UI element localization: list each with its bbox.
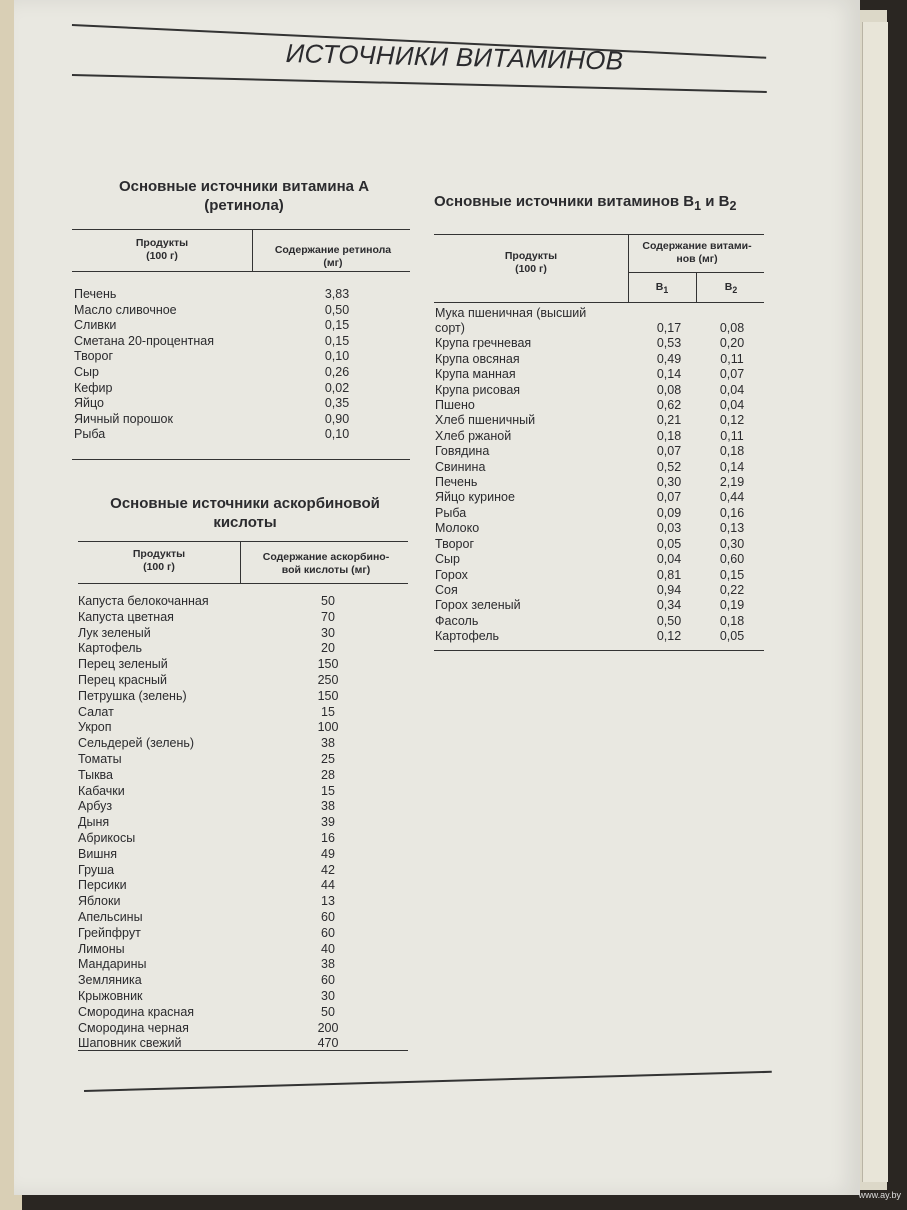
vitamin-b-col-value: Содержание витами- нов (мг) <box>642 240 752 265</box>
b1-value: 0,03 <box>656 521 682 536</box>
product-name: Смородина черная <box>78 1020 189 1035</box>
table-row <box>78 847 398 863</box>
b2-value: 0,12 <box>719 413 745 428</box>
table-row <box>435 552 765 567</box>
vitamin-b-col-product: Продукты (100 г) <box>504 250 558 275</box>
vitamin-c-header-top <box>78 541 408 542</box>
table-row <box>74 381 410 397</box>
b2-value: 0,13 <box>719 521 745 536</box>
table-row <box>435 336 765 351</box>
product-name: Дыня <box>78 815 110 830</box>
vitamin-a-bottom-rule <box>72 459 410 460</box>
b1-value: 0,04 <box>656 552 682 567</box>
product-name: Перец зеленый <box>78 657 168 672</box>
table-row <box>74 412 410 428</box>
product-name: Лимоны <box>78 941 125 956</box>
ascorbic-value: 15 <box>321 783 335 798</box>
ascorbic-value: 30 <box>321 625 335 640</box>
retinol-value: 3,83 <box>324 287 350 301</box>
vitamin-b-header-top <box>434 234 764 235</box>
table-row <box>435 568 765 583</box>
product-name: Крупа манная <box>435 367 516 382</box>
product-name: Капуста цветная <box>78 609 174 624</box>
table-row <box>435 444 765 459</box>
vitamin-b-subheader-divider <box>696 272 697 302</box>
b1-value: 0,07 <box>656 444 682 459</box>
vitamin-b-header-bottom <box>434 302 764 303</box>
product-name: Яблоки <box>78 894 121 909</box>
b2-value: 0,30 <box>719 536 745 551</box>
ascorbic-value: 470 <box>317 1036 339 1051</box>
product-name: Арбуз <box>78 799 113 814</box>
table-row <box>78 657 398 673</box>
b2-value: 2,19 <box>719 475 745 490</box>
product-name: Мандарины <box>78 957 147 972</box>
b2-value: 0,60 <box>719 552 745 567</box>
b1-value: 0,53 <box>656 336 682 351</box>
table-row <box>78 626 398 642</box>
ascorbic-value: 38 <box>321 957 335 972</box>
table-row <box>78 689 398 705</box>
product-name: Сельдерей (зелень) <box>78 736 195 751</box>
b1-value: 0,18 <box>656 428 682 443</box>
table-row <box>74 396 410 412</box>
vitamin-a-header-top <box>72 229 410 230</box>
retinol-value: 0,26 <box>324 364 350 379</box>
retinol-value: 0,50 <box>324 302 350 317</box>
product-name: Печень <box>74 287 117 301</box>
page-stack-inner <box>862 22 888 1182</box>
table-row <box>435 460 765 475</box>
b2-value: 0,20 <box>719 336 745 351</box>
table-row <box>78 720 398 736</box>
table-row <box>78 594 398 610</box>
vitamin-c-col-product: Продукты (100 г) <box>132 548 186 573</box>
table-row <box>78 910 398 926</box>
ascorbic-value: 250 <box>317 672 339 687</box>
b1-value: 0,30 <box>656 475 682 490</box>
table-row <box>78 799 398 815</box>
product-name: Сыр <box>74 364 99 379</box>
vitamin-b-col-b2: $В_2$ <box>724 281 738 296</box>
ascorbic-value: 39 <box>321 815 335 830</box>
table-row <box>78 878 398 894</box>
ascorbic-value: 13 <box>321 894 335 909</box>
product-name: Шаповник свежий <box>78 1036 182 1051</box>
footer-rule <box>84 1071 772 1092</box>
b1-value: 0,94 <box>656 582 682 597</box>
ascorbic-value: 200 <box>317 1020 339 1035</box>
vitamin-b-first-line: Мука пшеничная (высший <box>435 306 587 320</box>
product-name: сорт) <box>435 321 465 335</box>
product-name: Яйцо <box>74 396 104 411</box>
product-name: Абрикосы <box>78 830 136 845</box>
table-row <box>78 863 398 879</box>
product-name: Грейпфрут <box>78 925 141 940</box>
ascorbic-value: 42 <box>321 862 335 877</box>
b2-value: 0,04 <box>719 382 745 397</box>
retinol-value: 0,15 <box>324 318 350 333</box>
ascorbic-value: 60 <box>321 925 335 940</box>
vitamin-a-header-divider <box>252 229 253 271</box>
product-name: Лук зеленый <box>78 625 151 640</box>
b1-value: 0,21 <box>656 413 682 428</box>
product-name: Сметана 20-процентная <box>74 333 214 348</box>
product-name: Апельсины <box>78 909 143 924</box>
table-row <box>435 506 765 521</box>
b1-value: 0,50 <box>656 613 682 628</box>
product-name: Соя <box>435 582 458 597</box>
ascorbic-value: 15 <box>321 704 335 719</box>
vitamin-a-header-bottom <box>72 271 410 272</box>
b1-value: 0,81 <box>656 567 682 582</box>
book-page <box>14 0 860 1195</box>
product-name: Крупа овсяная <box>435 351 520 366</box>
b1-value: 0,12 <box>656 629 682 644</box>
table-row <box>435 383 765 398</box>
vitamin-b-rows <box>435 321 765 645</box>
ascorbic-value: 49 <box>321 846 335 861</box>
b2-value: 0,04 <box>719 398 745 413</box>
vitamin-c-header-bottom <box>78 583 408 584</box>
retinol-value: 0,90 <box>324 411 350 426</box>
vitamin-c-rows <box>78 594 398 1052</box>
product-name: Масло сливочное <box>74 302 177 317</box>
product-name: Творог <box>435 536 475 551</box>
ascorbic-value: 60 <box>321 909 335 924</box>
table-row <box>435 629 765 644</box>
header-bottom-rule <box>72 74 767 93</box>
product-name: Крупа рисовая <box>435 382 521 397</box>
ascorbic-value: 40 <box>321 941 335 956</box>
table-row <box>78 989 398 1005</box>
product-name: Творог <box>74 349 114 364</box>
watermark: www.ay.by <box>858 1190 901 1200</box>
product-name: Вишня <box>78 846 118 861</box>
product-name: Картофель <box>435 629 500 644</box>
b2-value: 0,15 <box>719 567 745 582</box>
product-name: Хлеб пшеничный <box>435 413 536 428</box>
table-row <box>435 614 765 629</box>
b2-value: 0,11 <box>720 351 744 366</box>
ascorbic-value: 70 <box>321 609 335 624</box>
vitamin-a-rows <box>74 287 410 443</box>
retinol-value: 0,35 <box>324 396 350 411</box>
b1-value: 0,07 <box>656 490 682 505</box>
table-row <box>78 894 398 910</box>
product-name: Кефир <box>74 380 113 395</box>
product-name: Печень <box>435 475 478 490</box>
table-row <box>78 673 398 689</box>
ascorbic-value: 100 <box>317 720 339 735</box>
table-row <box>74 427 410 443</box>
page-title: ИСТОЧНИКИ ВИТАМИНОВ <box>285 38 624 76</box>
ascorbic-value: 50 <box>321 594 335 608</box>
vitamin-a-title: Основные источники витамина А (ретинола) <box>118 178 370 214</box>
product-name: Персики <box>78 878 127 893</box>
vitamin-a-col-product: Продукты (100 г) <box>135 237 189 262</box>
product-name: Крупа гречневая <box>435 336 532 351</box>
b2-value: 0,08 <box>719 321 745 335</box>
table-row <box>435 583 765 598</box>
b2-value: 0,44 <box>719 490 745 505</box>
product-name: Перец красный <box>78 672 167 687</box>
table-row <box>74 303 410 319</box>
ascorbic-value: 44 <box>321 878 335 893</box>
table-row <box>78 1005 398 1021</box>
retinol-value: 0,15 <box>324 333 350 348</box>
retinol-value: 0,10 <box>324 349 350 364</box>
product-name: Горох <box>435 567 468 582</box>
ascorbic-value: 20 <box>321 641 335 656</box>
table-row <box>78 942 398 958</box>
product-name: Рыба <box>435 505 467 520</box>
ascorbic-value: 30 <box>321 988 335 1003</box>
table-row <box>435 537 765 552</box>
table-row <box>435 352 765 367</box>
ascorbic-value: 28 <box>321 767 335 782</box>
vitamin-b-bottom-rule <box>434 650 764 651</box>
product-name: Груша <box>78 862 115 877</box>
table-row <box>435 429 765 444</box>
product-name: Фасоль <box>435 613 479 628</box>
ascorbic-value: 25 <box>321 751 335 766</box>
table-row <box>78 957 398 973</box>
table-row <box>78 610 398 626</box>
product-name: Укроп <box>78 720 112 735</box>
product-name: Картофель <box>78 641 143 656</box>
product-name: Салат <box>78 704 114 719</box>
table-row <box>435 521 765 536</box>
table-row <box>74 334 410 350</box>
b2-value: 0,14 <box>719 459 745 474</box>
product-name: Томаты <box>78 751 122 766</box>
table-row <box>74 365 410 381</box>
product-name: Свинина <box>435 459 486 474</box>
vitamin-b-title: Основные источники витаминов $В_1$ и $В_2$ <box>434 193 737 213</box>
b1-value: 0,62 <box>656 398 682 413</box>
product-name: Яйцо куриное <box>435 490 515 505</box>
table-row <box>74 287 410 303</box>
product-name: Молоко <box>435 521 480 536</box>
retinol-value: 0,02 <box>324 380 350 395</box>
product-name: Тыква <box>78 767 113 782</box>
product-name: Крыжовник <box>78 988 143 1003</box>
product-name: Хлеб ржаной <box>435 428 512 443</box>
ascorbic-value: 50 <box>321 1004 335 1019</box>
b2-value: 0,05 <box>719 629 745 644</box>
product-name: Петрушка (зелень) <box>78 688 187 703</box>
product-name: Сыр <box>435 552 460 567</box>
b1-value: 0,49 <box>656 351 682 366</box>
ascorbic-value: 60 <box>321 973 335 988</box>
b2-value: 0,16 <box>719 505 745 520</box>
table-row <box>435 398 765 413</box>
table-row <box>74 349 410 365</box>
product-name: Смородина красная <box>78 1004 195 1019</box>
table-row <box>78 784 398 800</box>
b1-value: 0,09 <box>656 505 682 520</box>
product-name: Рыба <box>74 427 106 442</box>
product-name: Пшено <box>435 398 475 413</box>
product-name: Горох зеленый <box>435 598 521 613</box>
table-row <box>78 815 398 831</box>
ascorbic-value: 38 <box>321 799 335 814</box>
table-row <box>78 641 398 657</box>
vitamin-b-col-b1: $В_1$ <box>655 281 669 296</box>
table-row <box>74 318 410 334</box>
b1-value: 0,14 <box>656 367 682 382</box>
table-row <box>435 321 765 336</box>
product-name: Капуста белокочанная <box>78 594 209 608</box>
vitamin-c-title: Основные источники аскорбиновой кислоты <box>110 495 380 531</box>
table-row <box>435 490 765 505</box>
table-row <box>435 367 765 382</box>
table-row <box>78 926 398 942</box>
table-row <box>78 768 398 784</box>
table-row <box>78 973 398 989</box>
b1-value: 0,52 <box>656 459 682 474</box>
b2-value: 0,11 <box>720 428 744 443</box>
ascorbic-value: 16 <box>321 830 335 845</box>
ascorbic-value: 150 <box>317 657 339 672</box>
table-row <box>78 1021 398 1037</box>
b2-value: 0,18 <box>719 613 745 628</box>
b1-value: 0,05 <box>656 536 682 551</box>
b1-value: 0,34 <box>656 598 682 613</box>
table-row <box>435 475 765 490</box>
ascorbic-value: 38 <box>321 736 335 751</box>
table-row <box>78 705 398 721</box>
product-name: Сливки <box>74 318 117 333</box>
b2-value: 0,07 <box>719 367 745 382</box>
ascorbic-value: 150 <box>317 688 339 703</box>
product-name: Говядина <box>435 444 490 459</box>
b1-value: 0,08 <box>656 382 682 397</box>
vitamin-a-col-value: Содержание ретинола (мг) <box>274 244 392 269</box>
b2-value: 0,22 <box>719 582 745 597</box>
b2-value: 0,19 <box>719 598 745 613</box>
product-name: Яичный порошок <box>74 411 173 426</box>
retinol-value: 0,10 <box>324 427 350 442</box>
b1-value: 0,17 <box>656 321 682 335</box>
vitamin-c-col-value: Содержание аскорбино- вой кислоты (мг) <box>262 551 390 576</box>
product-name: Земляника <box>78 973 142 988</box>
vitamin-c-header-divider <box>240 541 241 583</box>
table-row <box>78 752 398 768</box>
product-name: Кабачки <box>78 783 125 798</box>
table-row <box>435 598 765 613</box>
table-row <box>78 736 398 752</box>
vitamin-c-bottom-rule <box>78 1050 408 1051</box>
table-row <box>435 413 765 428</box>
b2-value: 0,18 <box>719 444 745 459</box>
table-row <box>78 831 398 847</box>
